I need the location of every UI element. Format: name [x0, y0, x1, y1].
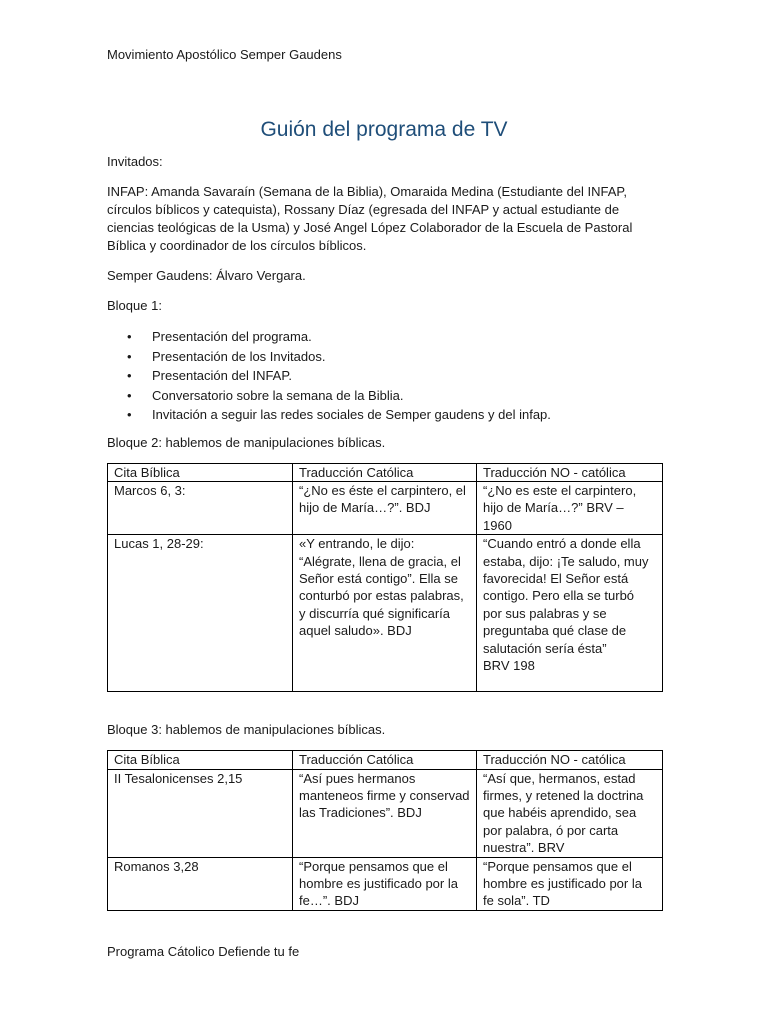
bloque1-label: Bloque 1:: [107, 298, 162, 313]
table-header-row: [108, 751, 663, 769]
table-header-cell: Traducción NO - católica: [477, 751, 663, 769]
list-item: • Invitación a seguir las redes sociales de Semper gaudens y del infap.: [107, 405, 662, 425]
bloque2-label: Bloque 2: hablemos de manipulaciones bíblicas.: [107, 434, 386, 450]
table-cell: “¿No es este el carpintero, hijo de María…?” BRV – 1960: [477, 481, 663, 534]
list-item: • Presentación de los Invitados.: [107, 347, 662, 367]
table-cell: Lucas 1, 28-29:: [108, 535, 293, 692]
table-cell: “¿No es éste el carpintero, el hijo de María…?”. BDJ: [293, 481, 477, 534]
bullet-icon: •: [127, 407, 132, 422]
bloque3-label: Bloque 3: hablemos de manipulaciones bíblicas.: [107, 722, 386, 738]
bloque1-list: [107, 327, 662, 425]
table-cell: “Porque pensamos que el hombre es justificado por la fe…”. BDJ: [293, 857, 477, 910]
table-cell: “Así pues hermanos manteneos firme y conservad las Tradiciones”. BDJ: [293, 769, 477, 857]
invitados-label: Invitados:: [107, 154, 163, 169]
table-row: [108, 481, 663, 534]
list-item: • Presentación del INFAP.: [107, 366, 662, 386]
table-cell: “Así que, hermanos, estad firmes, y retened la doctrina que habéis aprendido, sea por palabra, ó por carta nuestra”. BRV: [477, 769, 663, 857]
table-header-cell: Cita Bíblica: [108, 463, 293, 481]
table-cell: “Porque pensamos que el hombre es justificado por la fe sola”. TD: [477, 857, 663, 910]
table-header-cell: Cita Bíblica: [108, 751, 293, 769]
bullet-icon: •: [127, 387, 132, 403]
table-cell: «Y entrando, le dijo: “Alégrate, llena de gracia, el Señor está contigo”. Ella se conturbó por estas palabras, y discurría qué significaría aquel saludo». BDJ: [293, 535, 477, 692]
table-row: [108, 769, 663, 857]
infap-paragraph: INFAP: Amanda Savaraín (Semana de la Biblia), Omaraida Medina (Estudiante del INFAP, círculos bíblicos y catequista), Rossany Díaz (egresada del INFAP y actual estudiante de ciencias teológicas de la Usma) y José Angel López Colaborador de la Escuela de Pastoral Bíblica y coordinador de los círculos bíblicos.: [107, 184, 633, 253]
bullet-icon: •: [127, 329, 132, 344]
list-item: • Conversatorio sobre la semana de la Biblia.: [107, 386, 662, 406]
document-body: [107, 153, 662, 911]
table-cell: Romanos 3,28: [108, 857, 293, 910]
bullet-icon: •: [127, 368, 132, 383]
list-item: • Presentación del programa.: [107, 327, 662, 347]
table-row: [108, 857, 663, 910]
table-header-cell: Traducción NO - católica: [477, 463, 663, 481]
bloque3-table: [107, 750, 663, 911]
table-row: [108, 535, 663, 692]
bloque2-table: [107, 463, 663, 693]
page-header: Movimiento Apostólico Semper Gaudens: [107, 47, 342, 62]
table-header-cell: Traducción Católica: [293, 463, 477, 481]
table-header-cell: Traducción Católica: [293, 751, 477, 769]
page-footer: Programa Cátolico Defiende tu fe: [107, 944, 300, 959]
document-title: Guión del programa de TV: [260, 118, 508, 141]
bullet-icon: •: [127, 348, 132, 364]
table-cell: Marcos 6, 3:: [108, 481, 293, 534]
table-header-row: [108, 463, 663, 481]
semper-paragraph: Semper Gaudens: Álvaro Vergara.: [107, 268, 306, 283]
table-cell: II Tesalonicenses 2,15: [108, 769, 293, 857]
table-cell: “Cuando entró a donde ella estaba, dijo: ¡Te saludo, muy favorecida! El Señor está contigo. Pero ella se turbó por sus palabras y se preguntaba qué clase de salutación sería ésta” BRV 198: [477, 535, 663, 692]
